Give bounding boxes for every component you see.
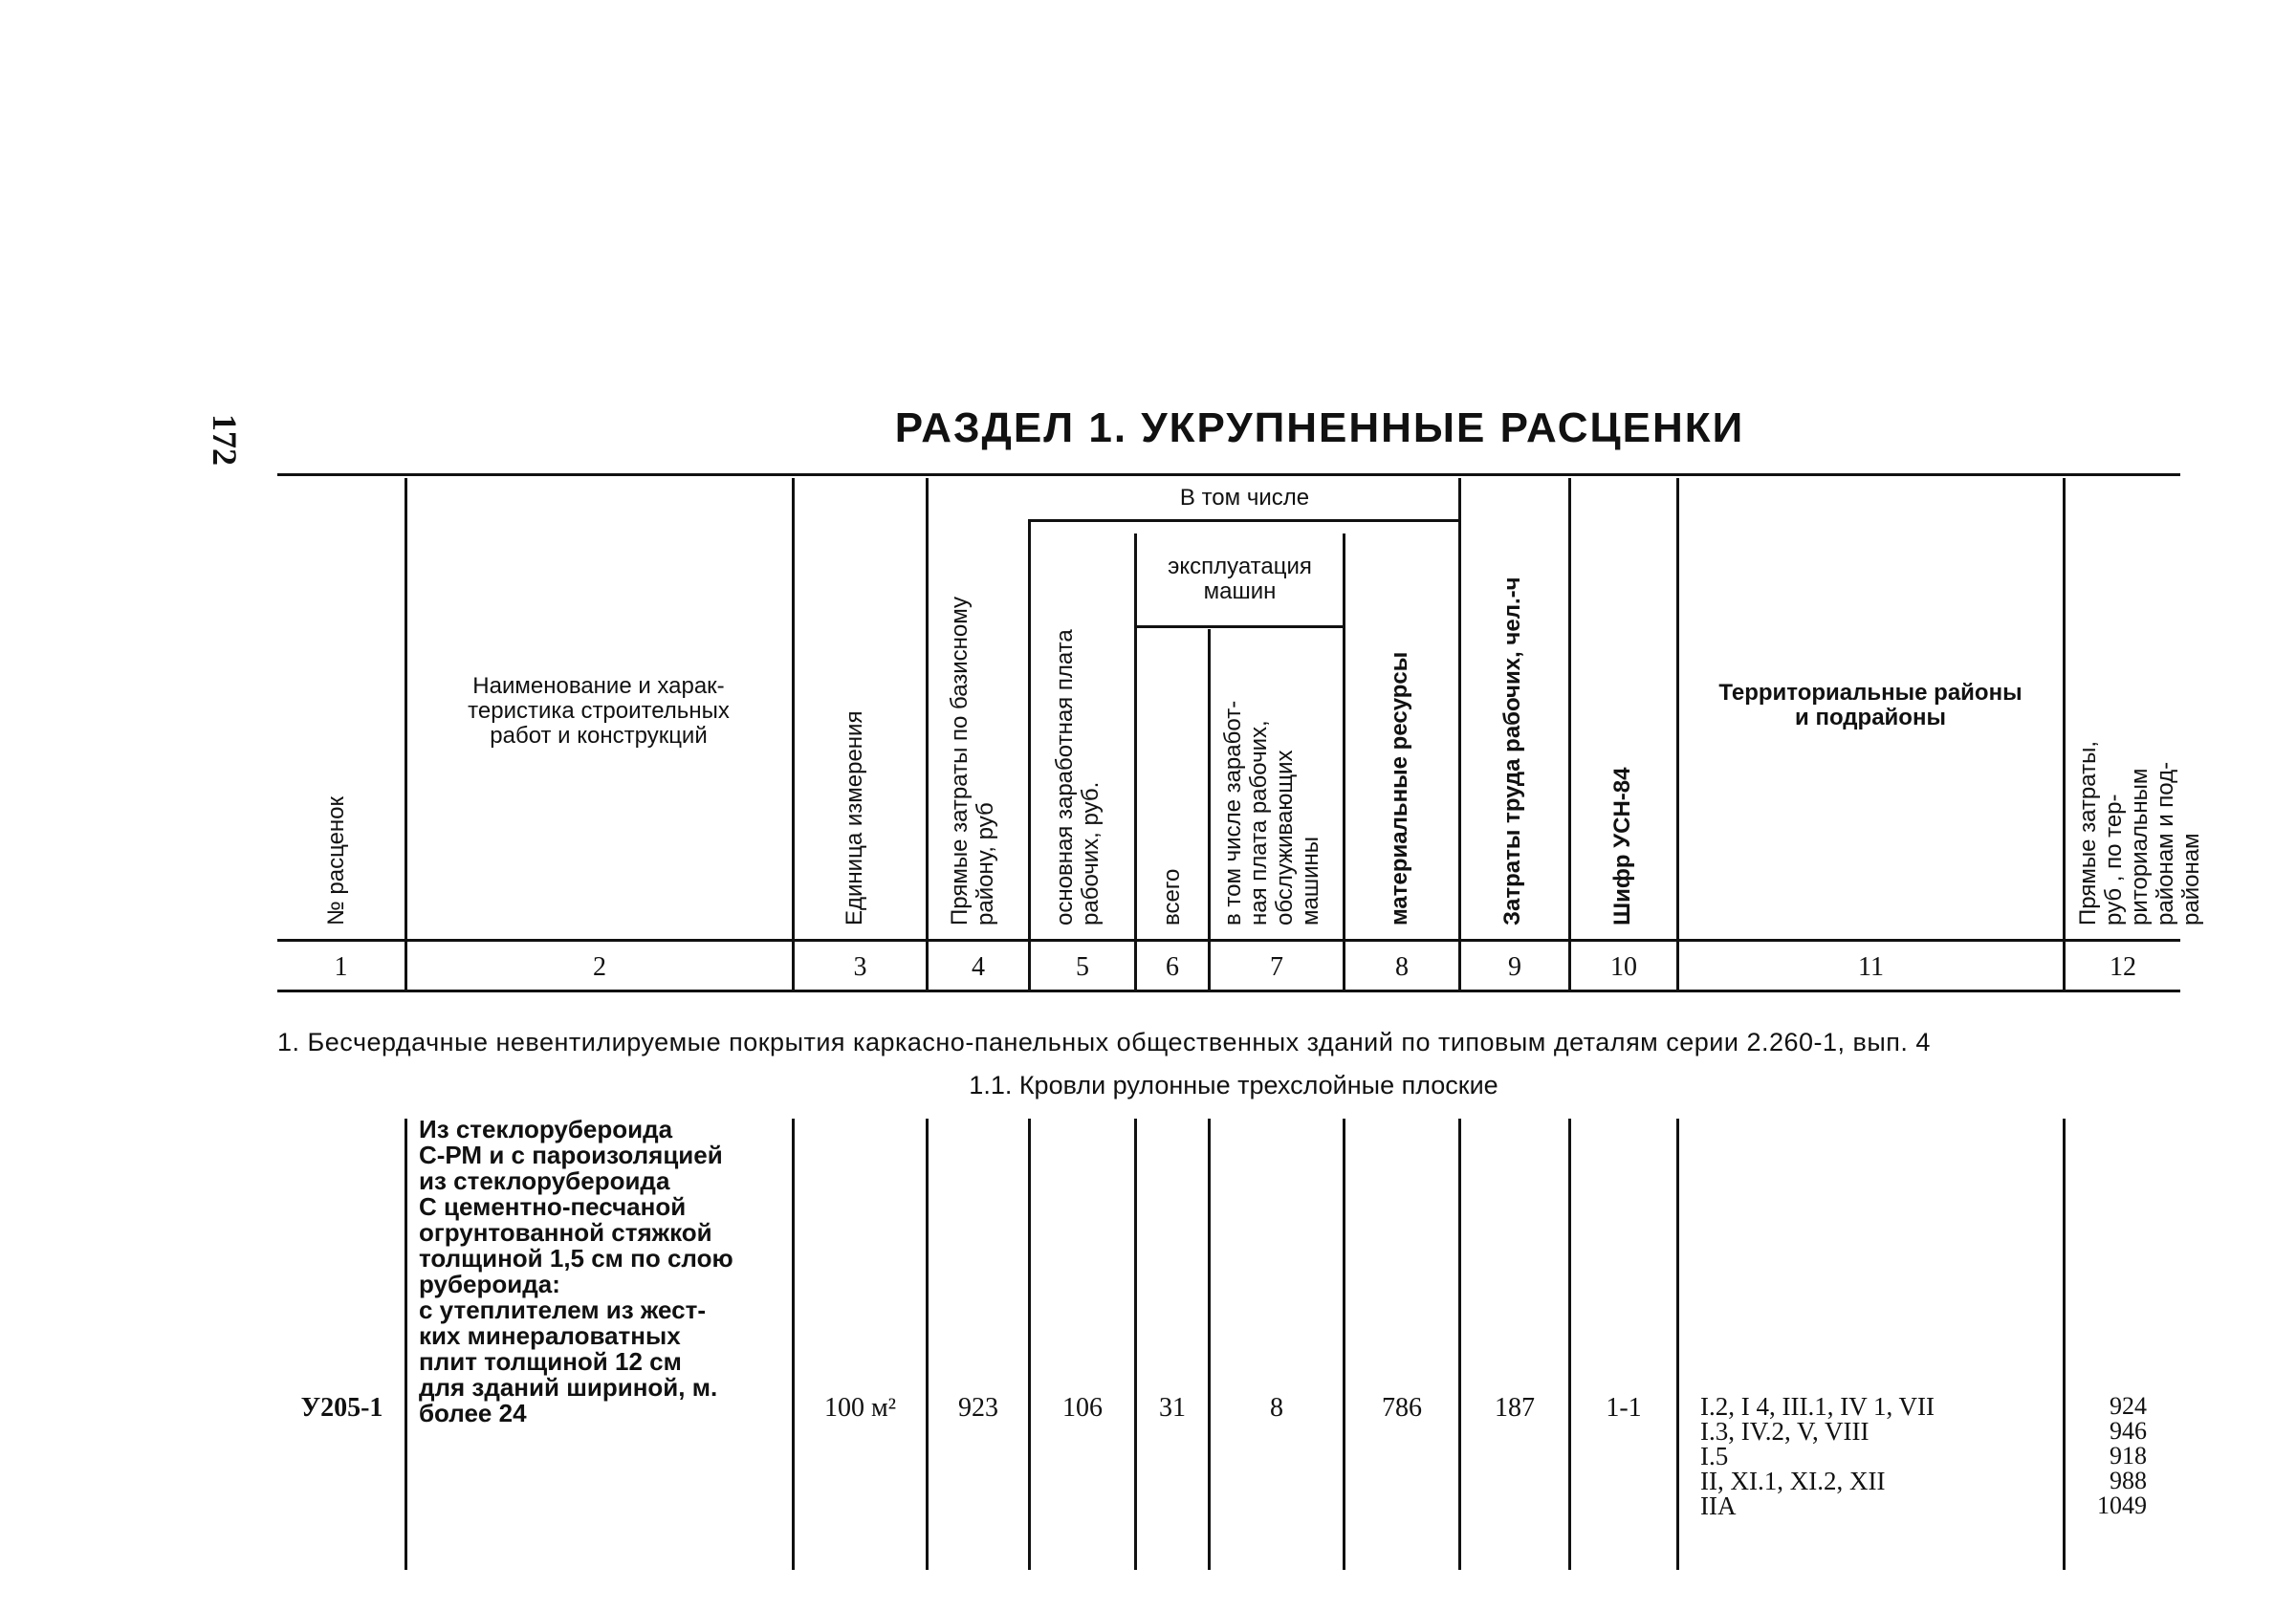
region-price: 918 [2110, 1442, 2147, 1469]
in-total-rule [1028, 519, 1458, 522]
col4-header: Прямые затраты по базисному району, руб [947, 596, 998, 925]
machines-rule [1134, 625, 1343, 628]
row-labor: 187 [1495, 1393, 1535, 1423]
row-regions: I.2, I 4, III.1, IV 1, VII I.3, IV.2, V, VIII I.5 II, XI.1, XI.2, XII IIA [1700, 1392, 1935, 1520]
divider [1028, 1119, 1031, 1570]
divider [1458, 1119, 1461, 1570]
divider [1208, 629, 1211, 990]
divider [926, 478, 929, 990]
header-bottom-rule [277, 939, 2180, 942]
column-number: 8 [1395, 952, 1409, 982]
subgroup-title: 1.1. Кровли рулонные трехслойные плоские [969, 1071, 1498, 1099]
col7-header: в том числе заработ- ная плата рабочих, обслуживающих машины [1220, 700, 1323, 925]
divider [792, 478, 795, 990]
row-machines-wage: 8 [1270, 1393, 1283, 1423]
row-unit: 100 м² [823, 1393, 897, 1423]
column-number: 12 [2110, 952, 2136, 982]
row-base-wage: 106 [1062, 1393, 1103, 1423]
colnum-bottom-rule [277, 990, 2180, 992]
column-number: 2 [593, 952, 606, 982]
col1-header: № расценок [323, 795, 349, 925]
divider [405, 478, 407, 990]
row-direct-costs: 923 [958, 1393, 998, 1423]
col2-header: Наименование и харак- теристика строительных работ и конструкций [468, 673, 730, 749]
column-number: 5 [1076, 952, 1089, 982]
col6-header: всего [1159, 868, 1185, 925]
divider [926, 1119, 929, 1570]
column-number: 3 [853, 952, 867, 982]
machines-header: эксплуатация машин [1168, 554, 1312, 604]
col10-header: Шифр УСН-84 [1609, 767, 1635, 925]
row-code-usn: 1-1 [1606, 1393, 1642, 1423]
column-number: 4 [972, 952, 985, 982]
col9-header: Затраты труда рабочих, чел.-ч [1499, 577, 1525, 925]
divider [1676, 1119, 1679, 1570]
row-code: У205-1 [300, 1393, 383, 1423]
column-number: 10 [1610, 952, 1637, 982]
col12-header: Прямые затраты, руб , по тер- риториальным районам и под- районам [2075, 741, 2204, 925]
divider [1568, 1119, 1571, 1570]
column-number: 9 [1508, 952, 1521, 982]
row-machines-total: 31 [1159, 1393, 1186, 1423]
page-number: 172 [206, 414, 244, 466]
group-title: 1. Бесчердачные невентилируемые покрытия каркасно-панельных общественных зданий по типовым деталям серии 2.260-1, вып. 4 [277, 1028, 1931, 1056]
col3-header: Единица измерения [842, 710, 867, 925]
divider [792, 1119, 795, 1570]
divider [1568, 478, 1571, 990]
region-price: 988 [2110, 1467, 2147, 1494]
section-title: РАЗДЕЛ 1. УКРУПНЕННЫЕ РАСЦЕНКИ [894, 404, 1745, 451]
divider [1028, 522, 1031, 990]
table-top-rule [277, 473, 2180, 476]
col11-header: Территориальные районы и подрайоны [1718, 680, 2023, 730]
divider [1134, 1119, 1137, 1570]
region-price: 924 [2110, 1392, 2147, 1420]
row-materials: 786 [1382, 1393, 1422, 1423]
column-number: 6 [1166, 952, 1179, 982]
column-number: 11 [1858, 952, 1884, 982]
divider [1458, 478, 1461, 990]
divider [405, 1119, 407, 1570]
divider [1343, 533, 1345, 990]
divider [2063, 478, 2066, 990]
row-description: Из стеклорубероида С-РМ и с пароизоляцией из стеклорубероида С цементно-песчаной огрунтованной стяжкой толщиной 1,5 см по слою рубероида: с утеплителем из жест- ких минераловатных плит толщиной 12 см для зданий шириной, м. более 24 [419, 1115, 733, 1427]
divider [1343, 1119, 1345, 1570]
col8-header: материальные ресурсы [1387, 651, 1412, 925]
region-price: 1049 [2097, 1491, 2147, 1519]
column-number: 7 [1270, 952, 1283, 982]
divider [1208, 1119, 1211, 1570]
region-price: 946 [2110, 1417, 2147, 1445]
in-total-header: В том числе [1179, 485, 1310, 511]
row-region-prices [2056, 1394, 2147, 1518]
col5-header: основная заработная плата рабочих, руб. [1052, 629, 1104, 925]
divider [1676, 478, 1679, 990]
column-number: 1 [334, 952, 348, 982]
